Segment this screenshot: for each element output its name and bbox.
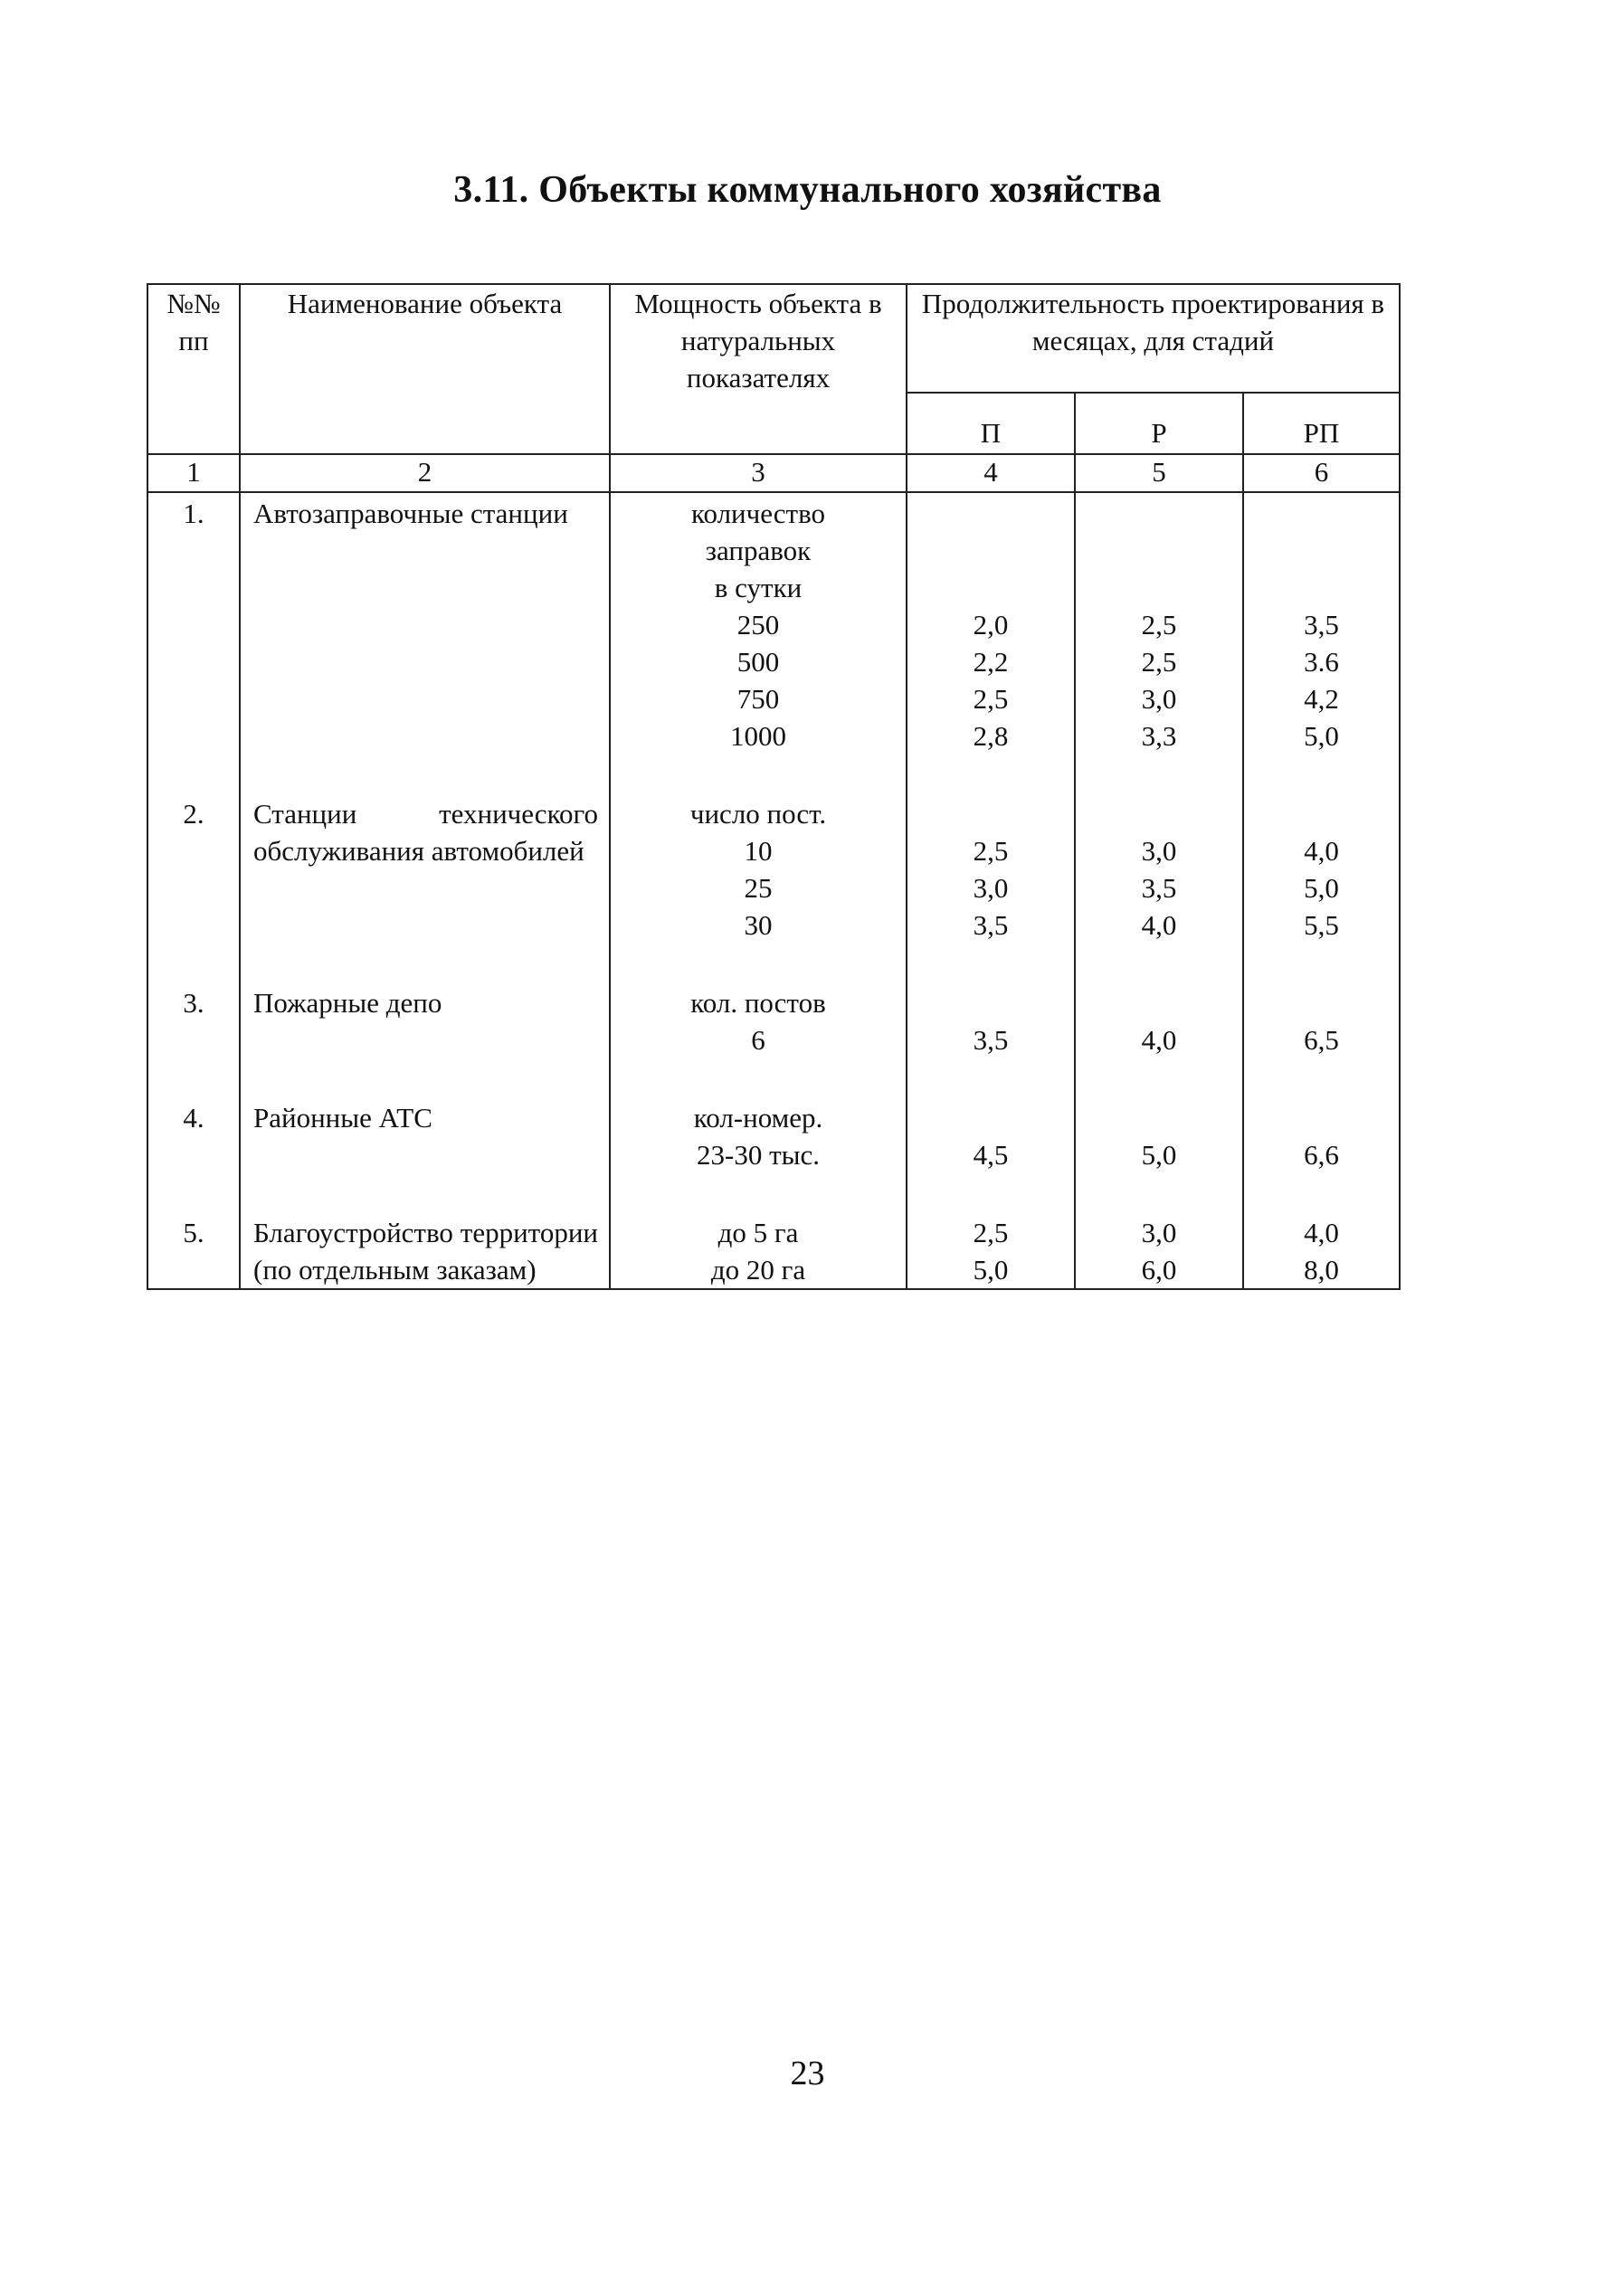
header-stage-r: Р [1075,393,1243,454]
object-name: Благоустройство территории (по отдельным заказам) [253,1217,598,1286]
capacity-unit-label: кол-номер. [693,1102,823,1134]
duration-value-rp: 4,0 [1304,835,1339,867]
object-name: Станции технического обслуживания автомобилей [253,798,598,867]
column-number: 6 [1243,454,1400,492]
stage-r-cell [1075,1097,1243,1173]
duration-value-r: 4,0 [1141,1024,1177,1056]
duration-value-rp: 8,0 [1304,1254,1339,1286]
capacity-unit-label: заправок [705,535,812,566]
duration-value-rp: 4,0 [1304,1217,1339,1248]
capacity-cell [610,1097,907,1173]
table-row [147,1212,1400,1289]
capacity-value: 1000 [730,720,786,752]
header-capacity: Мощность объекта в натуральных показателях [610,284,907,454]
row-spacer [147,944,1400,982]
capacity-value: до 20 га [710,1254,806,1286]
column-number: 4 [907,454,1075,492]
duration-value-rp: 5,0 [1304,720,1339,752]
design-duration-table [147,283,1401,1290]
duration-value-p: 2,0 [973,609,1009,640]
header-name: Наименование объекта [240,284,610,454]
capacity-unit-label: число пост. [689,798,827,830]
capacity-unit-label: кол. постов [690,987,826,1019]
duration-value-rp: 5,5 [1304,909,1339,941]
capacity-cell [610,793,907,944]
row-number: 2. [147,793,240,944]
capacity-value: до 5 га [717,1217,799,1248]
capacity-value: 23-30 тыс. [697,1139,820,1171]
object-name-cell [240,982,610,1058]
header-stage-p: П [907,393,1075,454]
capacity-unit-label: в сутки [714,572,803,603]
table-row [147,1097,1400,1173]
capacity-value: 250 [736,609,780,640]
row-number: 1. [147,492,240,754]
header-duration: Продолжительность проектирования в месяцах, для стадий [907,284,1400,393]
duration-value-p: 2,5 [973,1217,1009,1248]
duration-value-p: 3,0 [973,872,1009,904]
duration-value-r: 3,3 [1141,720,1177,752]
object-name-cell [240,1097,610,1173]
stage-p-cell [907,1097,1075,1173]
duration-value-rp: 6,6 [1304,1139,1339,1171]
duration-value-p: 2,8 [973,720,1009,752]
stage-p-cell [907,982,1075,1058]
duration-value-r: 3,0 [1141,683,1177,715]
table-row [147,982,1400,1058]
duration-value-rp: 5,0 [1304,872,1339,904]
capacity-value: 6 [751,1024,765,1056]
capacity-value: 30 [744,909,773,941]
row-number: 3. [147,982,240,1058]
duration-value-p: 3,5 [973,1024,1009,1056]
object-name-cell [240,492,610,754]
stage-rp-cell [1243,1212,1400,1289]
duration-value-r: 3,0 [1141,835,1177,867]
stage-p-cell [907,492,1075,754]
object-name: Районные АТС [253,1102,432,1134]
stage-rp-cell [1243,492,1400,754]
duration-value-rp: 4,2 [1304,683,1339,715]
capacity-value: 25 [744,872,773,904]
column-number: 1 [147,454,240,492]
duration-value-p: 2,2 [973,646,1009,678]
stage-r-cell [1075,982,1243,1058]
capacity-value: 10 [744,835,773,867]
duration-value-r: 2,5 [1141,609,1177,640]
capacity-cell [610,1212,907,1289]
capacity-value: 750 [736,683,780,715]
column-number-row [147,454,1400,492]
duration-value-p: 3,5 [973,909,1009,941]
object-name-cell [240,793,610,944]
duration-value-rp: 3.6 [1304,646,1339,678]
row-number: 5. [147,1212,240,1289]
duration-value-r: 4,0 [1141,909,1177,941]
object-name: Автозаправочные станции [253,498,568,529]
duration-value-r: 6,0 [1141,1254,1177,1286]
duration-value-r: 3,5 [1141,872,1177,904]
page-title: 3.11. Объекты коммунального хозяйства [453,169,1162,211]
object-name-cell [240,1212,610,1289]
row-number: 4. [147,1097,240,1173]
header-no: №№ пп [147,284,240,454]
capacity-unit-label: количество [691,498,825,529]
duration-value-rp: 3,5 [1304,609,1339,640]
stage-rp-cell [1243,793,1400,944]
capacity-value: 500 [736,646,780,678]
row-spacer [147,1058,1400,1097]
stage-rp-cell [1243,982,1400,1058]
stage-r-cell [1075,1212,1243,1289]
page-number: 23 [790,2054,825,2092]
stage-p-cell [907,793,1075,944]
duration-value-rp: 6,5 [1304,1024,1339,1056]
duration-value-p: 2,5 [973,835,1009,867]
stage-p-cell [907,1212,1075,1289]
capacity-cell [610,982,907,1058]
capacity-cell [610,492,907,754]
column-number: 2 [240,454,610,492]
table-row [147,793,1400,944]
duration-value-p: 5,0 [973,1254,1009,1286]
table-body [147,492,1400,1289]
stage-r-cell [1075,793,1243,944]
duration-value-p: 2,5 [973,683,1009,715]
duration-value-r: 3,0 [1141,1217,1177,1248]
row-spacer [147,754,1400,793]
stage-r-cell [1075,492,1243,754]
header-stage-rp: РП [1243,393,1400,454]
column-number: 3 [610,454,907,492]
table-row [147,492,1400,754]
duration-value-r: 2,5 [1141,646,1177,678]
duration-value-r: 5,0 [1141,1139,1177,1171]
column-number: 5 [1075,454,1243,492]
stage-rp-cell [1243,1097,1400,1173]
object-name: Пожарные депо [253,987,442,1019]
duration-value-p: 4,5 [973,1139,1009,1171]
row-spacer [147,1173,1400,1212]
